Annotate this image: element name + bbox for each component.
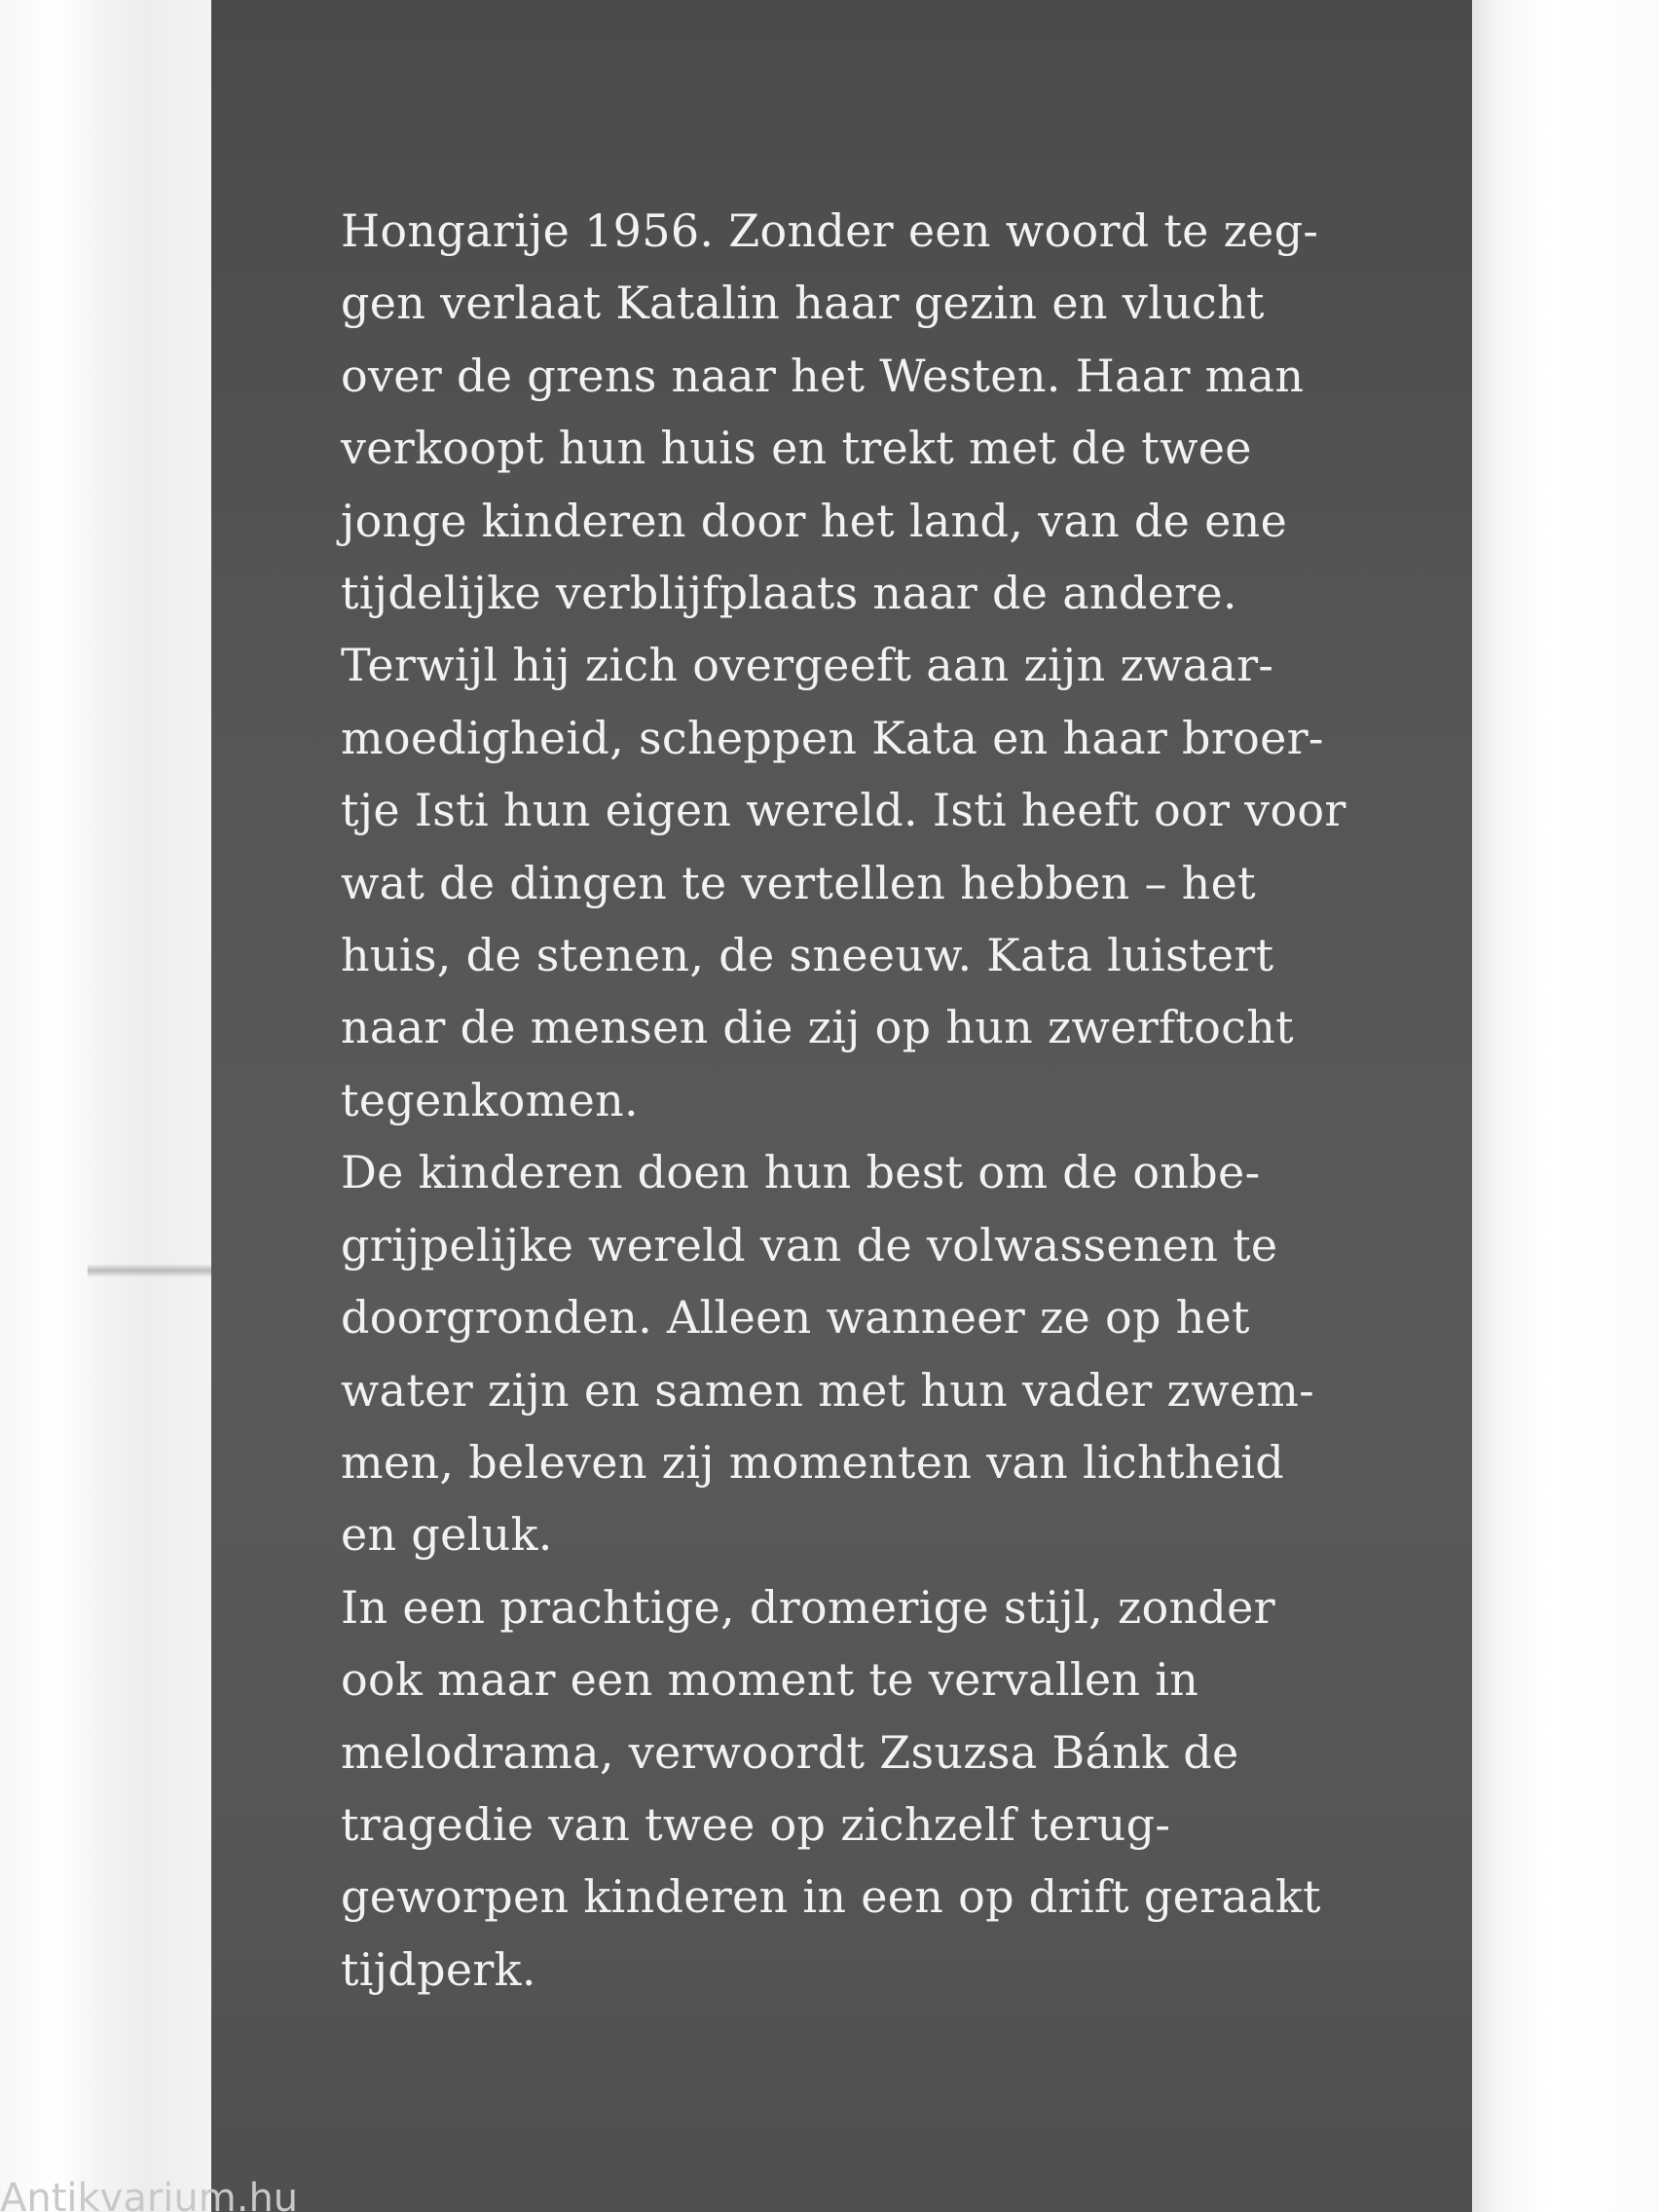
blurb-line: water zijn en samen met hun vader zwem- [341, 1363, 1315, 1417]
blurb-line: melodrama, verwoordt Zsuzsa Bánk de [341, 1725, 1239, 1779]
blurb-line: en geluk. [341, 1508, 553, 1562]
blurb-line: gen verlaat Katalin haar gezin en vlucht [341, 276, 1265, 330]
blurb-line: In een prachtige, dromerige stijl, zonder [341, 1580, 1275, 1634]
blurb-line: ook maar een moment te vervallen in [341, 1653, 1199, 1707]
blurb-line: Hongarije 1956. Zonder een woord te zeg- [341, 204, 1319, 257]
blurb-line: doorgronden. Alleen wanneer ze op het [341, 1291, 1250, 1345]
blurb-line: naar de mensen die zij op hun zwerftocht [341, 1001, 1294, 1054]
blurb-line: tegenkomen. [341, 1073, 639, 1126]
blurb-line: men, beleven zij momenten van lichtheid [341, 1435, 1285, 1489]
blurb-line: verkoopt hun huis en trekt met de twee [341, 422, 1252, 475]
blurb-line: over de grens naar het Westen. Haar man [341, 349, 1305, 402]
blurb-text [341, 195, 1346, 2006]
blurb-line: moedigheid, scheppen Kata en haar broer- [341, 711, 1324, 764]
page-margin-right [1472, 0, 1659, 2212]
blurb-line: jonge kinderen door het land, van de ene [341, 494, 1288, 547]
blurb-line: De kinderen doen hun best om de onbe- [341, 1146, 1261, 1199]
blurb-line: grijpelijke wereld van de volwassenen te [341, 1218, 1278, 1272]
paper-crease [88, 1264, 212, 1277]
blurb-line: tijdelijke verblijfplaats naar de andere. [341, 567, 1237, 620]
watermark: Antikvarium.hu [0, 2176, 299, 2212]
blurb-line: Terwijl hij zich overgeeft aan zijn zwaar- [341, 639, 1274, 692]
blurb-line: geworpen kinderen in een op drift geraakt [341, 1870, 1321, 1924]
blurb-line: tragedie van twee op zichzelf terug- [341, 1797, 1171, 1851]
blurb-line: wat de dingen te vertellen hebben – het [341, 856, 1256, 909]
blurb-line: tijdperk. [341, 1942, 536, 1996]
blurb-line: tje Isti hun eigen wereld. Isti heeft oor voor [341, 784, 1346, 837]
blurb-line: huis, de stenen, de sneeuw. Kata luistert [341, 929, 1274, 982]
